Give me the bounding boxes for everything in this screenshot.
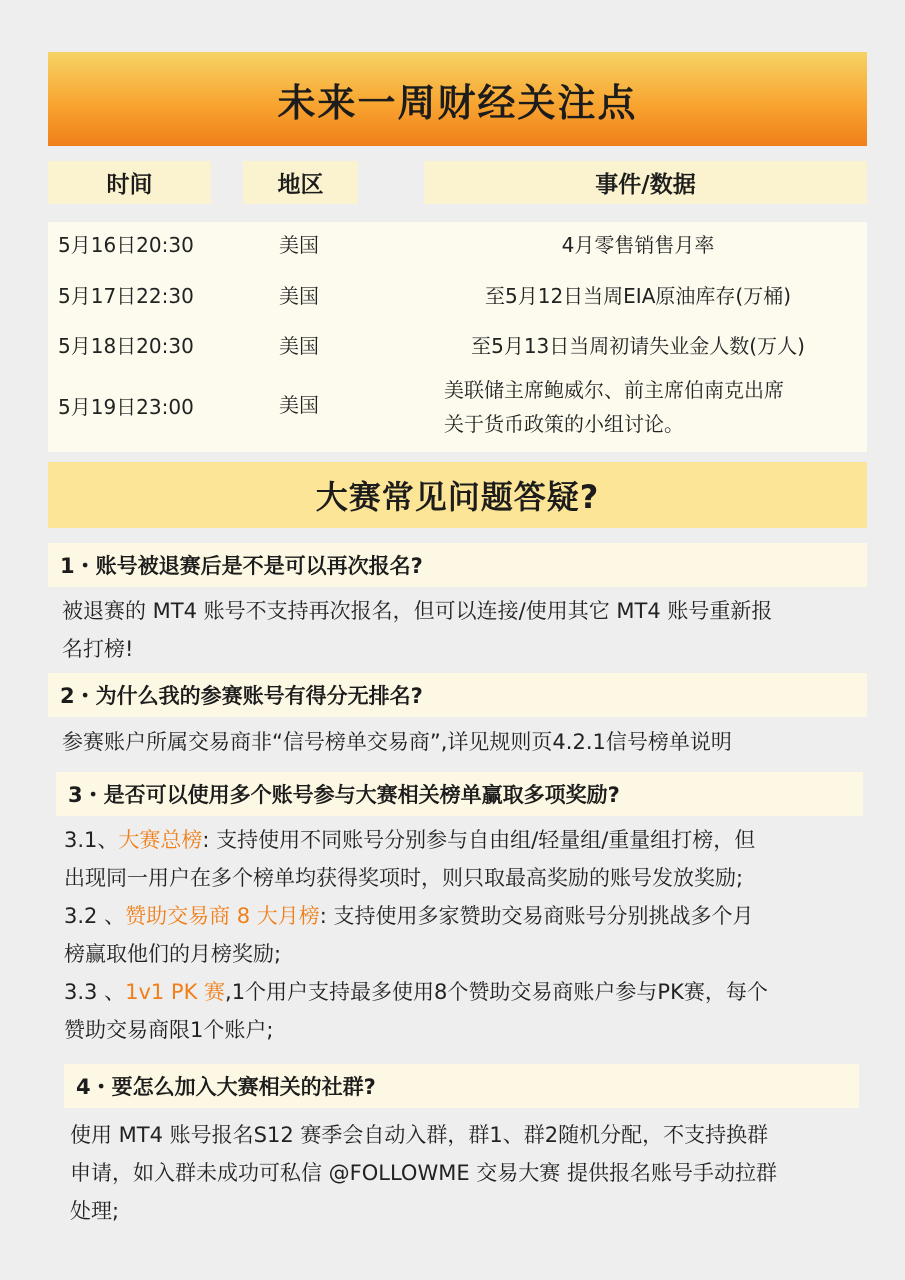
header-time: 时间: [48, 161, 211, 204]
answer-line: 榜赢取他们的月榜奖励;: [64, 942, 282, 966]
highlight-text: 1v1 PK 赛: [125, 980, 226, 1004]
faq-answer-1: [62, 592, 877, 668]
faq-question-2: 2・为什么我的参赛账号有得分无排名?: [48, 673, 867, 717]
faq-answer-2: 参赛账户所属交易商非“信号榜单交易商”,详见规则页4.2.1信号榜单说明: [62, 730, 732, 754]
answer-prefix: 3.2 、: [64, 904, 126, 928]
events-table: [48, 222, 867, 452]
cell-region: 美国: [279, 284, 319, 308]
answer-line: 名打榜!: [62, 637, 134, 661]
cell-time: 5月18日20:30: [58, 334, 194, 358]
faq-question-3: 3・是否可以使用多个账号参与大赛相关榜单赢取多项奖励?: [56, 772, 863, 816]
highlight-text: 大赛总榜: [118, 828, 203, 852]
answer-line: 赞助交易商限1个账户;: [64, 1018, 274, 1042]
answer-line: 处理;: [70, 1199, 120, 1223]
faq-title: 大赛常见问题答疑?: [315, 478, 600, 516]
faq-answer-3: [64, 821, 879, 1049]
page-title: 未来一周财经关注点: [277, 80, 638, 125]
answer-text: ,1个用户支持最多使用8个赞助交易商账户参与PK赛，每个: [225, 980, 768, 1004]
faq-question-1: 1・账号被退赛后是不是可以再次报名?: [48, 543, 867, 587]
answer-line: 使用 MT4 账号报名S12 赛季会自动入群，群1、群2随机分配，不支持换群: [70, 1123, 769, 1147]
answer-line: 出现同一用户在多个榜单均获得奖项时，则只取最高奖励的账号发放奖励;: [64, 866, 744, 890]
cell-event: 4月零售销售月率: [561, 233, 715, 257]
cell-event-line: 关于货币政策的小组讨论。: [444, 412, 684, 436]
cell-time: 5月17日22:30: [58, 284, 194, 308]
answer-line: 申请，如入群未成功可私信 @FOLLOWME 交易大赛 提供报名账号手动拉群: [70, 1161, 777, 1185]
answer-text: : 支持使用多家赞助交易商账号分别挑战多个月: [319, 904, 754, 928]
answer-text: : 支持使用不同账号分别参与自由组/轻量组/重量组打榜，但: [202, 828, 756, 852]
cell-time: 5月16日20:30: [58, 233, 194, 257]
cell-region: 美国: [279, 393, 319, 417]
cell-time: 5月19日23:00: [58, 395, 194, 419]
cell-event-line: 美联储主席鲍威尔、前主席伯南克出席: [444, 378, 784, 402]
title-banner: [48, 52, 867, 146]
cell-event: 至5月12日当周EIA原油库存(万桶): [485, 284, 791, 308]
cell-event: [444, 373, 864, 441]
faq-question-4: 4・要怎么加入大赛相关的社群?: [64, 1064, 859, 1108]
faq-answer-4: [70, 1116, 885, 1230]
answer-line: 被退赛的 MT4 账号不支持再次报名，但可以连接/使用其它 MT4 账号重新报: [62, 599, 773, 623]
answer-line: [64, 821, 879, 859]
answer-prefix: 3.3 、: [64, 980, 126, 1004]
header-region: 地区: [243, 161, 358, 204]
cell-region: 美国: [279, 334, 319, 358]
faq-section-header: [48, 462, 867, 528]
answer-line: [64, 973, 879, 1011]
header-event: 事件/数据: [424, 161, 867, 204]
answer-prefix: 3.1、: [64, 828, 119, 852]
highlight-text: 赞助交易商 8 大月榜: [125, 904, 320, 928]
answer-line: [64, 897, 879, 935]
cell-region: 美国: [279, 233, 319, 257]
cell-event: 至5月13日当周初请失业金人数(万人): [471, 334, 805, 358]
